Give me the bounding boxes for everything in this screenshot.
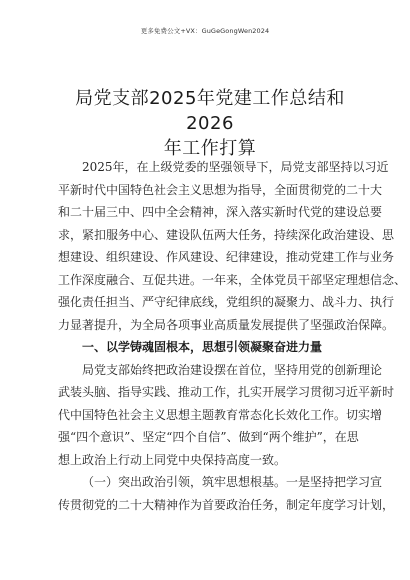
page-title: [60, 86, 360, 161]
title-line-1: 局党支部2025年党建工作总结和2026: [75, 88, 345, 134]
document-body: [58, 156, 407, 516]
paragraph-line: 武装头脑、指导实践、推动工作，扎实开展学习贯彻习近平新时: [58, 385, 395, 399]
paragraph-line: 传贯彻党的二十大精神作为首要政治任务，制定年度学习计划，: [58, 497, 395, 512]
paragraph-political: [58, 359, 395, 472]
paragraph-line: 平新时代中国特色社会主义思想为指导，全面贯彻党的二十大: [58, 182, 383, 197]
paragraph-line: 强“四个意识”、坚定“四个自信”、做到“两个维护”，在思: [58, 430, 359, 444]
paragraph-line: （一）突出政治引领，筑牢思想根基。一是坚持把学习宣: [82, 475, 383, 489]
paragraph-subsection: [58, 471, 395, 516]
paragraph-line: 和二十届三中、四中全会精神，深入落实新时代党的建设总要: [58, 205, 383, 219]
paragraph-line: 2025年，在上级党委的坚强领导下，局党支部坚持以习近: [82, 160, 389, 174]
paragraph-line: 想建设、组织建设、作风建设、纪律建设，推动党建工作与业务: [58, 250, 395, 264]
paragraph-line: 强化责任担当、严守纪律底线，党组织的凝聚力、战斗力、执行: [58, 295, 395, 309]
title-line-2: 年工作打算: [163, 138, 257, 159]
paragraph-line: 力显著提升，为全局各项事业高质量发展提供了坚强政治保障。: [58, 317, 395, 332]
paragraph-summary: [58, 156, 407, 336]
paragraph-line: 代中国特色社会主义思想主题教育常态化长效化工作。切实增: [58, 407, 383, 422]
paragraph-line: 想上政治上行动上同党中央保持高度一致。: [58, 452, 287, 467]
paragraph-line: 局党支部始终把政治建设摆在首位，坚持用党的创新理论: [82, 362, 383, 377]
header-note: 更多免费公文+VX：GuGeGongWen2024: [140, 27, 270, 35]
section-heading: 一、以学铸魂固根本，思想引领凝聚奋进力量: [82, 340, 323, 354]
paragraph-line: 求，紧扣服务中心、建设队伍两大任务，持续深化政治建设、思: [58, 227, 395, 242]
paragraph-line: 工作深度融合、互促共进。一年来，全体党员干部坚定理想信念、: [58, 272, 407, 287]
